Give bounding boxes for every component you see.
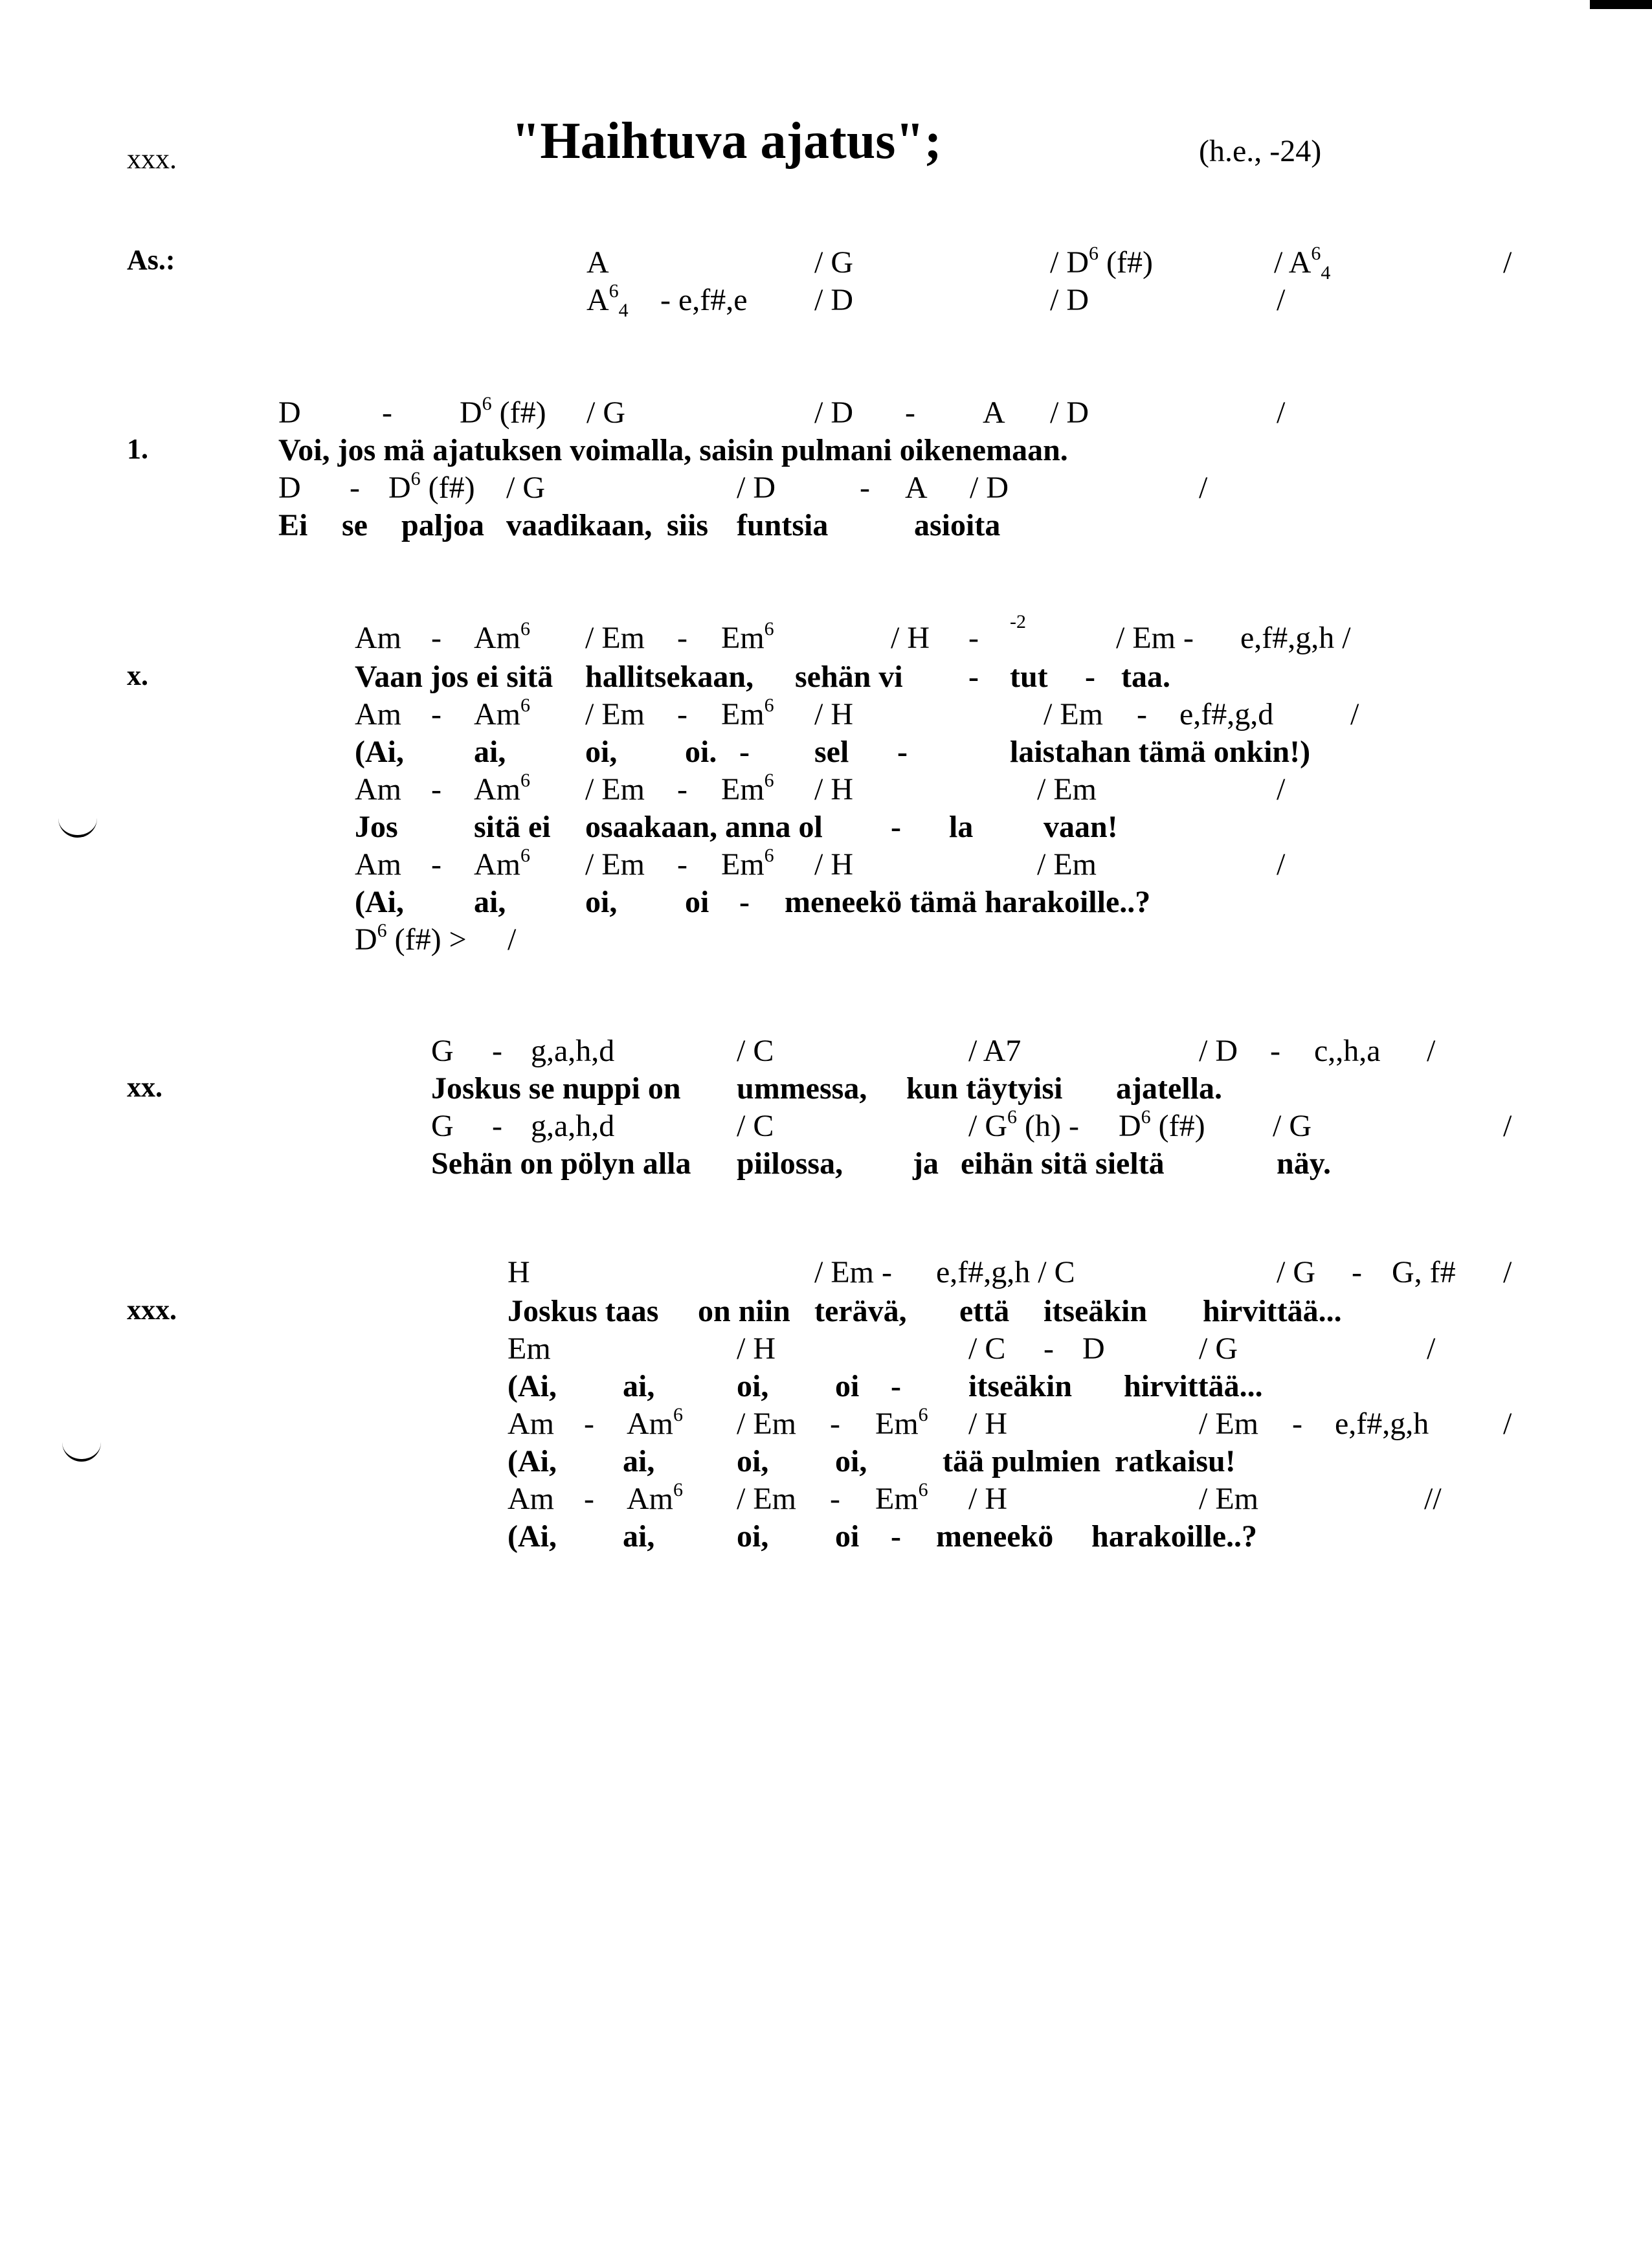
chord: / D [814,283,853,317]
chord: / $D^6$ (f#) [1050,243,1153,280]
chord: Am [508,1407,554,1441]
chord-dash: - [584,1482,594,1516]
lyric-word: oi, [737,1444,769,1478]
chord-dash: - [492,1109,502,1143]
chord: Em$^6$ [875,1404,928,1441]
chord: / G [814,245,853,280]
chord-run: e,f#,g,h / C [936,1255,1075,1289]
chord: / C [737,1034,774,1068]
chord-dash: - [830,1407,840,1441]
lyric-word: - [739,735,750,769]
chord: A [983,396,1005,430]
chord: / Em [1199,1407,1258,1441]
lyric-word: Jos [355,810,398,844]
chord: D [278,396,301,430]
chord: Am [355,697,401,731]
lyric-word: oi, [835,1444,867,1478]
lyric-word: harakoille..? [1091,1519,1258,1554]
chord-dash: - [431,697,441,731]
lyric-word: näy. [1277,1146,1332,1181]
lyric-word: oi [835,1519,860,1554]
lyric-word: ummessa, [737,1071,867,1106]
bar-line: / [1503,1407,1512,1441]
chord: / $A^6_4$ [1274,243,1331,284]
chord-dash: - [382,396,392,430]
lyric-word: ai, [623,1519,655,1554]
lyric-word: taa. [1121,660,1170,694]
lyric-word: meneekö tämä harakoille..? [785,885,1151,919]
chord: / Em [585,697,645,731]
lyric-word: ajatella. [1116,1071,1222,1106]
lyric-word: ai, [474,735,506,769]
lyric-word: asioita [914,508,1001,542]
chord: / Em [585,621,645,655]
chord: Am$^6$ [474,695,530,731]
chord: / Em - [1116,621,1194,655]
chord: Em$^6$ [721,845,774,882]
verse-1-label: 1. [127,433,148,465]
chord-run: e,f#,g,d [1179,697,1274,731]
chord: $D^6$ (f#) [1119,1106,1205,1143]
chord: $A^6_4$ [586,280,629,321]
chord-dash: - [1137,697,1147,731]
chord: / Em [1199,1482,1258,1516]
chord: G [431,1034,454,1068]
bar-line: / [1277,396,1286,430]
chord-dash: - [350,471,360,505]
song-title: "Haihtuva ajatus"; [511,113,942,170]
chord: Am [508,1482,554,1516]
bar-line: / [1350,697,1359,731]
chord: H [508,1255,530,1289]
chord: Em [508,1332,551,1366]
chord: Am$^6$ [627,1479,683,1516]
bar-line: / [1277,847,1286,882]
lyric-word: (Ai, [355,885,404,919]
lyric-word: funtsia [737,508,829,542]
lyric-word: että [959,1294,1010,1328]
bar-line: / [508,922,517,957]
lyric-word: - [968,660,979,694]
lyric-word: sitä ei [474,810,551,844]
chord: / Em [585,772,645,807]
chord: Em$^6$ [721,695,774,731]
lyric-word: tää pulmien [943,1444,1101,1478]
chord: / Em - [814,1255,892,1289]
chord: $D^6$ (f#) [460,393,546,430]
chord: D [278,471,301,505]
chord: / Em [1037,772,1097,807]
chord: Am$^6$ [474,770,530,807]
lyric-word: hirvittää... [1124,1369,1263,1403]
chord: / D [1050,396,1089,430]
chord-mark: -2 [1010,611,1026,632]
lyric-word: itseäkin [968,1369,1073,1403]
chord-run: c,,h,a [1314,1034,1381,1068]
chord: / Em [737,1407,796,1441]
chord-dash: - [677,621,687,655]
lyric-word: ja [913,1146,939,1181]
lyric-word: eihän sitä sieltä [961,1146,1165,1181]
song-note: (h.e., -24) [1199,134,1322,168]
bar-line: / [1427,1332,1436,1366]
chord: / D [737,471,776,505]
lyric-word: piilossa, [737,1146,843,1181]
chord: / H [814,772,853,807]
lyric-word: (Ai, [355,735,404,769]
chord-dash: - [1292,1407,1302,1441]
chord: / H [814,697,853,731]
chord-dash: - [584,1407,594,1441]
lyric-word: ratkaisu! [1115,1444,1236,1478]
lyric-word: - [891,810,901,844]
verse-2-label: xx. [127,1071,162,1103]
chord: / H [737,1332,776,1366]
bar-line: / [1503,1109,1512,1143]
lyric-word: la [949,810,974,844]
lyric-word: siis [667,508,709,542]
chord: / G [1273,1109,1312,1143]
chord: / Em [737,1482,796,1516]
lyric-word: vaan! [1044,810,1118,844]
lyric-word: ai, [623,1369,655,1403]
lyric-word: oi, [737,1369,769,1403]
chord: / A7 [968,1034,1021,1068]
chord: / Em [1037,847,1097,882]
chord-dash: - [830,1482,840,1516]
refrain-1-label: x. [127,660,148,691]
bar-line: / [1277,772,1286,807]
chord: Am$^6$ [474,618,530,655]
lyric-word: oi, [585,735,618,769]
chord: / Em [585,847,645,882]
chord-dash: - [431,847,441,882]
lyric-word: itseäkin [1044,1294,1148,1328]
chord-run: g,a,h,d [531,1034,615,1068]
lyric-word: ai, [474,885,506,919]
chord-dash: - [431,621,441,655]
end-bar: // [1424,1482,1442,1516]
chord: / H [968,1407,1007,1441]
lyric-word: vaadikaan, [506,508,653,542]
lyric-word: paljoa [401,508,485,542]
lyric-word: - [891,1369,901,1403]
lyric-word: oi, [585,885,618,919]
chord: $D^6$ (f#) [388,468,475,505]
chord: / D [1050,283,1089,317]
lyric-word: (Ai, [508,1369,557,1403]
lyric-word: oi [685,885,709,919]
lyric-word: ai, [623,1444,655,1478]
chord: / C [968,1332,1006,1366]
lyric-word: meneekö [936,1519,1054,1554]
chord: G, f# [1392,1255,1456,1289]
breath-mark [62,1441,101,1462]
chord: $D^6$ (f#) > [355,920,467,957]
chord: Em$^6$ [875,1479,928,1516]
chord-dash: - [968,621,979,655]
lyric-word: Sehän on pölyn alla [431,1146,691,1181]
lyric-word: laistahan tämä onkin!) [1010,735,1311,769]
chord: / G [1199,1332,1238,1366]
chord: A [586,245,609,280]
chord: / G [506,471,545,505]
lyric-word: Joskus se nuppi on [431,1071,681,1106]
chord-run: - e,f#,e [660,283,748,317]
chord-dash: - [1352,1255,1362,1289]
chord: / H [891,621,930,655]
chord: D [1082,1332,1105,1366]
chord: G [431,1109,454,1143]
lyric-word: - [891,1519,901,1554]
chord: / C [737,1109,774,1143]
chord: / G [586,396,625,430]
intro-label: As.: [127,244,175,276]
chord-run: g,a,h,d [531,1109,615,1143]
lyric-word: sehän vi [795,660,903,694]
chord-dash: - [677,697,687,731]
chord: A [905,471,928,505]
chord-dash: - [677,772,687,807]
lyric-word: oi. [685,735,717,769]
lyric-word: hirvittää... [1203,1294,1342,1328]
lyric-word: oi, [737,1519,769,1554]
lyric-word: osaakaan, anna ol [585,810,823,844]
lyric-word: - [739,885,750,919]
chord: Em$^6$ [721,770,774,807]
chord: Am [355,847,401,882]
chord: / D [970,471,1009,505]
lyric-word: terävä, [814,1294,907,1328]
lyric-word: - [897,735,908,769]
bar-line: / [1503,1255,1512,1289]
chord-dash: - [860,471,870,505]
breath-mark [58,817,97,838]
lyric-word: Ei [278,508,308,542]
lyric-word: kun täytyisi [906,1071,1063,1106]
lyric-word: (Ai, [508,1444,557,1478]
lyric-word: (Ai, [508,1519,557,1554]
bar-line: / [1503,245,1512,280]
chord: Am$^6$ [474,845,530,882]
lyric-word: tut [1010,660,1048,694]
chord-dash: - [431,772,441,807]
lyric-word: sel [814,735,849,769]
chord-run: e,f#,g,h [1335,1407,1429,1441]
verse-1-lyric-1: Voi, jos mä ajatuksen voimalla, saisin pulmani oikenemaan. [278,433,1068,467]
chord: / H [814,847,853,882]
lyric-word: on niin [698,1294,790,1328]
bar-line: / [1199,471,1208,505]
chord-dash: - [677,847,687,882]
chord: / Em [1044,697,1103,731]
chord: / D [1199,1034,1238,1068]
chord: Am [355,772,401,807]
chord-run: e,f#,g,h / [1240,621,1351,655]
chord: Am [355,621,401,655]
bar-line: / [1427,1034,1436,1068]
chord: Am$^6$ [627,1404,683,1441]
chord-dash: - [1270,1034,1280,1068]
chord: / H [968,1482,1007,1516]
chord-dash: - [905,396,915,430]
scan-edge-mark [1590,0,1652,9]
refrain-2-label: xxx. [127,1294,177,1326]
lyric-word: - [1085,660,1095,694]
song-number: xxx. [127,143,177,175]
lyric-word: se [342,508,368,542]
chord: / $G^6$ (h) - [968,1106,1079,1143]
bar-line: / [1277,283,1286,317]
chord: Em$^6$ [721,618,774,655]
lyric-word: oi [835,1369,860,1403]
lyric-word: Vaan jos ei sitä [355,660,553,694]
lyric-word: hallitsekaan, [585,660,754,694]
chord: / G [1277,1255,1315,1289]
chord-dash: - [492,1034,502,1068]
chord-dash: - [1044,1332,1054,1366]
lyric-word: Joskus taas [508,1294,659,1328]
chord: / D [814,396,853,430]
